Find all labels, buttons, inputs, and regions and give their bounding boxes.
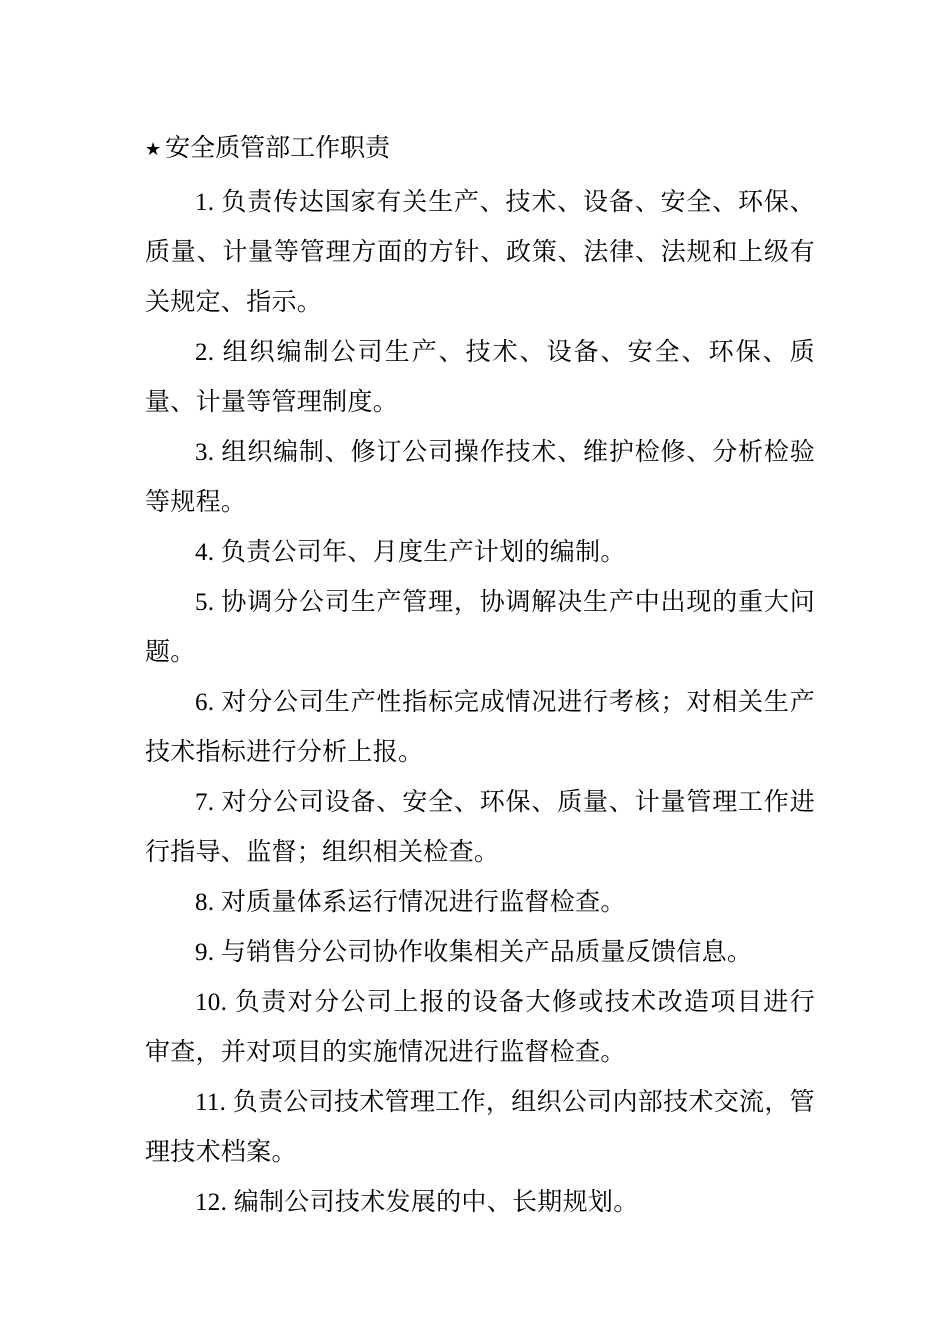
duty-item-2: 2. 组织编制公司生产、技术、设备、安全、环保、质量、计量等管理制度。 (145, 339, 815, 416)
duty-item-4: 4. 负责公司年、月度生产计划的编制。 (195, 539, 626, 566)
duty-item-10: 10. 负责对分公司上报的设备大修或技术改造项目进行审查，并对项目的实施情况进行监督检查。 (145, 989, 815, 1066)
section-heading (145, 128, 815, 170)
duty-item-7: 7. 对分公司设备、安全、环保、质量、计量管理工作进行指导、监督；组织相关检查。 (145, 789, 815, 866)
section-title: 安全质管部工作职责 (165, 135, 391, 162)
duty-item-11: 11. 负责公司技术管理工作，组织公司内部技术交流，管理技术档案。 (145, 1089, 815, 1166)
duty-item-9: 9. 与销售分公司协作收集相关产品质量反馈信息。 (195, 939, 753, 966)
document-page (145, 128, 815, 1228)
duty-item-8: 8. 对质量体系运行情况进行监督检查。 (195, 889, 626, 916)
duty-item-1: 1. 负责传达国家有关生产、技术、设备、安全、环保、质量、计量等管理方面的方针、政策、法律、法规和上级有关规定、指示。 (145, 189, 815, 316)
star-icon: ★ (145, 139, 162, 159)
duty-item-3: 3. 组织编制、修订公司操作技术、维护检修、分析检验等规程。 (145, 439, 815, 516)
duty-item-12: 12. 编制公司技术发展的中、长期规划。 (195, 1189, 639, 1216)
duty-item-6: 6. 对分公司生产性指标完成情况进行考核；对相关生产技术指标进行分析上报。 (145, 689, 815, 766)
duty-item-5: 5. 协调分公司生产管理，协调解决生产中出现的重大问题。 (145, 589, 815, 666)
